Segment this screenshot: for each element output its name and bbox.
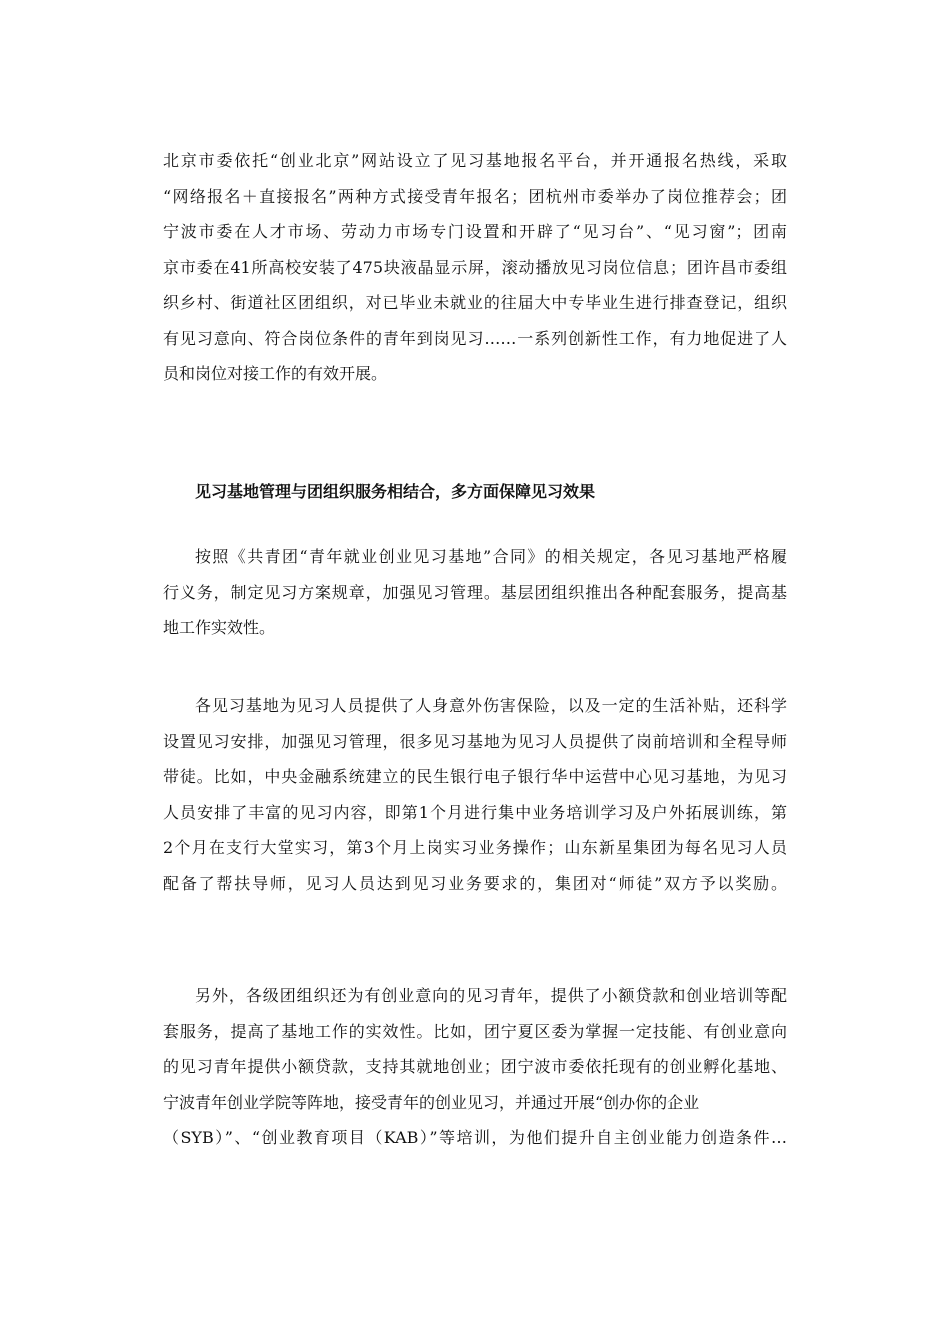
section-heading: 见习基地管理与团组织服务相结合，多方面保障见习效果 [195, 482, 596, 501]
paragraph-line: 宁波市委在人才市场、劳动力市场专门设置和开辟了“见习台”、“见习窗”；团南 [163, 222, 787, 241]
paragraph-line: 员和岗位对接工作的有效开展。 [163, 364, 388, 383]
paragraph-line: 另外，各级团组织还为有创业意向的见习青年，提供了小额贷款和创业培训等配 [195, 986, 787, 1005]
paragraph-line: 2个月在支行大堂实习，第3个月上岗实习业务操作；山东新星集团为每名见习人员 [163, 838, 787, 857]
paragraph-line: 按照《共青团“青年就业创业见习基地”合同》的相关规定，各见习基地严格履 [195, 547, 787, 566]
paragraph-line: 带徒。比如，中央金融系统建立的民生银行电子银行华中运营中心见习基地，为见习 [163, 767, 787, 786]
paragraph-1 [163, 143, 787, 392]
paragraph-3 [163, 688, 787, 901]
paragraph-2 [163, 539, 787, 646]
paragraph-line: 宁波青年创业学院等阵地，接受青年的创业见习，并通过开展“创办你的企业 [163, 1092, 700, 1112]
paragraph-line: 的见习青年提供小额贷款，支持其就地创业；团宁波市委依托现有的创业孵化基地、 [163, 1057, 787, 1076]
paragraph-line: 地工作实效性。 [163, 618, 276, 637]
paragraph-line: 北京市委依托“创业北京”网站设立了见习基地报名平台，并开通报名热线，采取 [163, 151, 787, 170]
paragraph-line: 套服务，提高了基地工作的实效性。比如，团宁夏区委为掌握一定技能、有创业意向 [163, 1021, 787, 1041]
paragraph-4 [163, 978, 787, 1156]
paragraph-line: 各见习基地为见习人员提供了人身意外伤害保险，以及一定的生活补贴，还科学 [195, 696, 787, 715]
paragraph-line: 行义务，制定见习方案规章，加强见习管理。基层团组织推出各种配套服务，提高基 [163, 582, 787, 602]
paragraph-line: 人员安排了丰富的见习内容，即第1个月进行集中业务培训学习及户外拓展训练，第 [163, 802, 787, 822]
paragraph-line: 有见习意向、符合岗位条件的青年到岗见习……一系列创新性工作，有力地促进了人 [163, 328, 787, 348]
paragraph-line: 配备了帮扶导师，见习人员达到见习业务要求的，集团对“师徒”双方予以奖励。 [163, 873, 787, 893]
paragraph-line: 织乡村、街道社区团组织，对已毕业未就业的往届大中专毕业生进行排查登记，组织 [163, 293, 787, 312]
paragraph-line: “网络报名＋直接报名”两种方式接受青年报名；团杭州市委举办了岗位推荐会；团 [163, 186, 787, 206]
paragraph-line: 设置见习安排，加强见习管理，很多见习基地为见习人员提供了岗前培训和全程导师 [163, 731, 787, 751]
paragraph-line: 京市委在41所高校安装了475块液晶显示屏，滚动播放见习岗位信息；团许昌市委组 [163, 257, 787, 277]
paragraph-line: （SYB）”、“创业教育项目（KAB）”等培训，为他们提升自主创业能力创造条件… [163, 1128, 787, 1147]
